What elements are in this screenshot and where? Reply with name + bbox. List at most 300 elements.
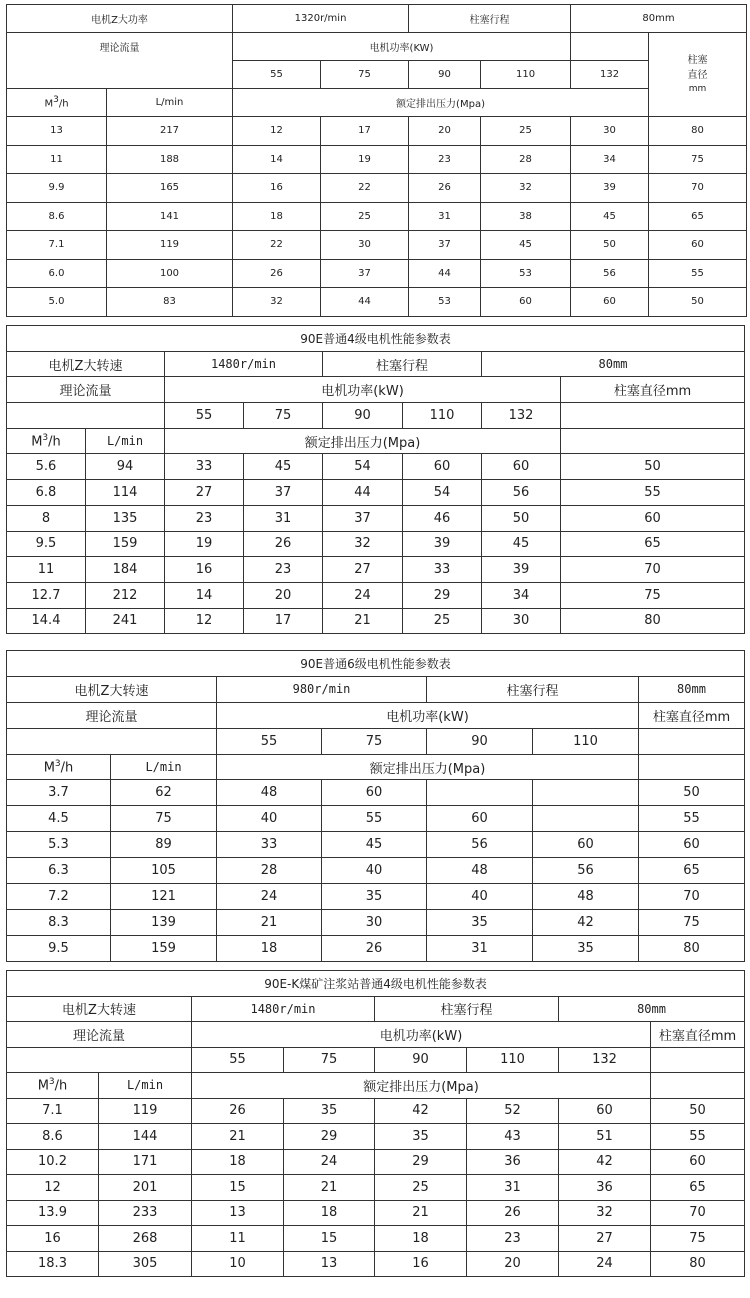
table-cell: 37: [323, 505, 403, 531]
table-cell: 48: [533, 884, 639, 910]
table-cell: 70: [561, 557, 745, 583]
table-cell: 16: [7, 1226, 99, 1252]
table-cell: 60: [482, 454, 561, 480]
table-cell: 50: [482, 505, 561, 531]
stroke-label: 柱塞行程: [323, 351, 482, 377]
table-cell: 60: [649, 231, 747, 260]
power-value: 55: [217, 728, 322, 754]
plunger-label-line: 直径: [687, 69, 708, 81]
max-power-label: 电机Z大功率: [7, 5, 233, 33]
table-cell: 44: [323, 480, 403, 506]
table-cell: 188: [107, 145, 233, 174]
stroke-value: 80mm: [482, 351, 745, 377]
table-cell: 20: [409, 117, 481, 146]
table-cell: 50: [649, 288, 747, 317]
unit-lmin: L/min: [107, 89, 233, 117]
table-row: [7, 1124, 745, 1150]
table-cell: 15: [284, 1226, 375, 1252]
table-cell: 212: [86, 582, 165, 608]
pump-spec-table-4: [6, 970, 745, 1277]
table-cell: 75: [639, 909, 745, 935]
table-cell: 10.2: [7, 1149, 99, 1175]
table-cell: 55: [649, 259, 747, 288]
table-cell: 305: [99, 1251, 192, 1277]
table-cell: 70: [639, 884, 745, 910]
table-cell: 48: [217, 780, 322, 806]
plunger-label-line: mm: [688, 83, 707, 94]
table-cell: 19: [165, 531, 244, 557]
table-cell: 70: [651, 1200, 745, 1226]
flow-label: 理论流量: [7, 702, 217, 728]
table-cell: 159: [111, 935, 217, 961]
table-cell: 35: [375, 1124, 467, 1150]
table-cell: 60: [561, 505, 745, 531]
table-cell: 35: [322, 884, 427, 910]
table-cell: 45: [481, 231, 571, 260]
table-cell: 159: [86, 531, 165, 557]
table-cell: 32: [323, 531, 403, 557]
table-cell: 65: [561, 531, 745, 557]
plunger-diameter-label: [649, 33, 747, 117]
table-cell: 119: [99, 1098, 192, 1124]
title-row: [7, 651, 745, 677]
header-row-power: [7, 1022, 745, 1048]
table-cell: 38: [481, 202, 571, 231]
table-cell: 31: [409, 202, 481, 231]
empty-cell: [7, 1047, 192, 1073]
table-cell: 16: [233, 174, 321, 203]
power-value: 55: [192, 1047, 284, 1073]
table-cell: 18: [284, 1200, 375, 1226]
table-cell: 6.3: [7, 858, 111, 884]
table-cell: 37: [321, 259, 409, 288]
table-cell: 11: [7, 145, 107, 174]
table-row: [7, 1226, 745, 1252]
table-cell: 31: [427, 935, 533, 961]
unit-lmin: L/min: [86, 428, 165, 454]
table-cell: 21: [217, 909, 322, 935]
table-cell: 29: [375, 1149, 467, 1175]
table-cell: 35: [533, 935, 639, 961]
pressure-label: 额定排出压力(Mpa): [217, 754, 639, 780]
header-row-power: [7, 33, 747, 61]
table-cell: 9.9: [7, 174, 107, 203]
table-cell: 44: [321, 288, 409, 317]
header-row-units: [7, 1073, 745, 1099]
table-cell: 34: [482, 582, 561, 608]
table-cell: 32: [233, 288, 321, 317]
table-row: [7, 582, 745, 608]
stroke-value: 80mm: [639, 676, 745, 702]
table-cell: 31: [244, 505, 323, 531]
table-cell: 42: [533, 909, 639, 935]
power-value: 55: [165, 403, 244, 429]
table-cell: 13: [7, 117, 107, 146]
table-cell: 14: [233, 145, 321, 174]
table-cell: 135: [86, 505, 165, 531]
empty-cell: [571, 33, 649, 61]
table-cell: 14: [165, 582, 244, 608]
max-speed-label: 电机Z大转速: [7, 351, 165, 377]
table-cell: 33: [217, 832, 322, 858]
table-cell: 5.3: [7, 832, 111, 858]
table-cell: 14.4: [7, 608, 86, 634]
table-cell: 31: [467, 1175, 559, 1201]
stroke-label: 柱塞行程: [375, 996, 559, 1022]
table-cell: 217: [107, 117, 233, 146]
table-cell: 65: [651, 1175, 745, 1201]
plunger-label-line: 柱塞: [687, 54, 708, 66]
table-cell: 32: [559, 1200, 651, 1226]
table-cell: 60: [481, 288, 571, 317]
table-cell: 13.9: [7, 1200, 99, 1226]
table-cell: 21: [192, 1124, 284, 1150]
table-cell: 80: [639, 935, 745, 961]
header-row-power: [7, 377, 745, 403]
speed-value: 1480r/min: [165, 351, 323, 377]
table-cell: 40: [322, 858, 427, 884]
table-cell: 32: [481, 174, 571, 203]
table-cell: 23: [409, 145, 481, 174]
table-cell: 45: [482, 531, 561, 557]
header-row-speed: [7, 676, 745, 702]
table-cell: 33: [403, 557, 482, 583]
table-cell: 23: [244, 557, 323, 583]
table-cell: 15: [192, 1175, 284, 1201]
table-cell: 35: [284, 1098, 375, 1124]
table-cell: 27: [559, 1226, 651, 1252]
unit-m3h: $M^3/h$: [7, 754, 111, 780]
table-cell: 26: [244, 531, 323, 557]
empty-cell: [561, 428, 745, 454]
pressure-label: 额定排出压力(Mpa): [165, 428, 561, 454]
table-row: [7, 202, 747, 231]
table-cell: 40: [427, 884, 533, 910]
table-cell: 60: [403, 454, 482, 480]
table-cell: 29: [284, 1124, 375, 1150]
table-cell: 171: [99, 1149, 192, 1175]
table-cell: 16: [375, 1251, 467, 1277]
table-cell: 18.3: [7, 1251, 99, 1277]
power-value: 132: [482, 403, 561, 429]
header-row-speed: [7, 351, 745, 377]
table-cell: 42: [375, 1098, 467, 1124]
table-cell: 30: [321, 231, 409, 260]
table-cell: 233: [99, 1200, 192, 1226]
table-cell: 25: [481, 117, 571, 146]
table-title: 90E普通6级电机性能参数表: [7, 651, 745, 677]
table-cell: 12: [165, 608, 244, 634]
table-cell: 100: [107, 259, 233, 288]
power-label: 电机功率(kW): [217, 702, 639, 728]
table-row: [7, 806, 745, 832]
table-cell: 20: [467, 1251, 559, 1277]
table-cell: 65: [649, 202, 747, 231]
table-cell: 16: [165, 557, 244, 583]
table-row: [7, 832, 745, 858]
table-cell: [533, 806, 639, 832]
table-cell: 10: [192, 1251, 284, 1277]
table-cell: 23: [467, 1226, 559, 1252]
table-row: [7, 259, 747, 288]
power-value: 132: [559, 1047, 651, 1073]
table-title: 90E-K煤矿注浆站普通4级电机性能参数表: [7, 971, 745, 997]
table-cell: 13: [284, 1251, 375, 1277]
power-value: 90: [409, 61, 481, 89]
power-value: 75: [284, 1047, 375, 1073]
table-cell: 51: [559, 1124, 651, 1150]
empty-cell: [7, 403, 165, 429]
table-cell: 55: [322, 806, 427, 832]
table-cell: 11: [192, 1226, 284, 1252]
speed-value: 1320r/min: [233, 5, 409, 33]
power-value: 110: [467, 1047, 559, 1073]
table-cell: 54: [323, 454, 403, 480]
table-cell: 26: [409, 174, 481, 203]
table-cell: 60: [322, 780, 427, 806]
table-cell: 30: [571, 117, 649, 146]
power-value: 75: [244, 403, 323, 429]
power-value: 55: [233, 61, 321, 89]
pressure-label: 额定排出压力(Mpa): [233, 89, 649, 117]
table-cell: 60: [639, 832, 745, 858]
unit-m3h: $M^3/h$: [7, 1073, 99, 1099]
power-value: 132: [571, 61, 649, 89]
table-cell: 23: [165, 505, 244, 531]
pump-spec-table-1: [6, 4, 747, 317]
stroke-label: 柱塞行程: [427, 676, 639, 702]
table-cell: 18: [217, 935, 322, 961]
table-cell: 184: [86, 557, 165, 583]
table-row: [7, 909, 745, 935]
power-value: 75: [321, 61, 409, 89]
table-cell: 27: [323, 557, 403, 583]
table-cell: 75: [651, 1226, 745, 1252]
table-cell: 17: [321, 117, 409, 146]
table-cell: 28: [217, 858, 322, 884]
unit-lmin: L/min: [111, 754, 217, 780]
plunger-diameter-label: 柱塞直径mm: [651, 1022, 745, 1048]
table-row: [7, 505, 745, 531]
table-cell: 5.0: [7, 288, 107, 317]
power-value: 90: [427, 728, 533, 754]
power-value: 90: [323, 403, 403, 429]
table-cell: 20: [244, 582, 323, 608]
table-row: [7, 1175, 745, 1201]
table-cell: 18: [375, 1226, 467, 1252]
empty-cell: [639, 728, 745, 754]
table-row: [7, 858, 745, 884]
table-cell: 89: [111, 832, 217, 858]
table-cell: 139: [111, 909, 217, 935]
flow-label: 理论流量: [7, 377, 165, 403]
table-cell: 29: [403, 582, 482, 608]
table-cell: 83: [107, 288, 233, 317]
table-cell: 60: [651, 1149, 745, 1175]
table-cell: 80: [561, 608, 745, 634]
header-row-units: [7, 754, 745, 780]
table-cell: 37: [244, 480, 323, 506]
header-row-power-values: [7, 728, 745, 754]
table-cell: 46: [403, 505, 482, 531]
stroke-label: 柱塞行程: [409, 5, 571, 33]
table-cell: 25: [403, 608, 482, 634]
table-cell: 55: [651, 1124, 745, 1150]
table-cell: 60: [571, 288, 649, 317]
pump-spec-table-2: [6, 325, 745, 634]
table-cell: 165: [107, 174, 233, 203]
header-row-speed: [7, 5, 747, 33]
power-value: 110: [403, 403, 482, 429]
table-cell: 37: [409, 231, 481, 260]
table-cell: 42: [559, 1149, 651, 1175]
header-row-power-values: [7, 1047, 745, 1073]
table-cell: 34: [571, 145, 649, 174]
table-cell: 54: [403, 480, 482, 506]
table-cell: 26: [467, 1200, 559, 1226]
table-row: [7, 174, 747, 203]
table-cell: 8.3: [7, 909, 111, 935]
table-cell: 6.8: [7, 480, 86, 506]
table-cell: 53: [481, 259, 571, 288]
table-cell: 40: [217, 806, 322, 832]
table-cell: [533, 780, 639, 806]
table-cell: 53: [409, 288, 481, 317]
table-cell: 24: [217, 884, 322, 910]
table-row: [7, 231, 747, 260]
table-cell: 3.7: [7, 780, 111, 806]
empty-cell: [651, 1047, 745, 1073]
unit-m3h: $M^3/h$: [7, 428, 86, 454]
table-cell: 121: [111, 884, 217, 910]
table-cell: 75: [561, 582, 745, 608]
table-cell: 56: [482, 480, 561, 506]
empty-cell: [651, 1073, 745, 1099]
table-cell: 60: [533, 832, 639, 858]
table-cell: 268: [99, 1226, 192, 1252]
table-cell: 62: [111, 780, 217, 806]
table-cell: 241: [86, 608, 165, 634]
table-cell: 21: [323, 608, 403, 634]
table-row: [7, 480, 745, 506]
table-cell: 17: [244, 608, 323, 634]
table-title: 90E普通4级电机性能参数表: [7, 326, 745, 352]
table-cell: 26: [322, 935, 427, 961]
plunger-diameter-label: 柱塞直径mm: [639, 702, 745, 728]
header-row-units: [7, 428, 745, 454]
table-row: [7, 1149, 745, 1175]
flow-label: 理论流量: [7, 1022, 192, 1048]
table-cell: 55: [561, 480, 745, 506]
table-cell: 7.1: [7, 231, 107, 260]
power-label: 电机功率(KW): [233, 33, 571, 61]
title-row: [7, 326, 745, 352]
table-body: [7, 780, 745, 961]
table-cell: 105: [111, 858, 217, 884]
pump-spec-table-3: [6, 650, 745, 962]
power-value: 110: [481, 61, 571, 89]
table-cell: 114: [86, 480, 165, 506]
table-row: [7, 145, 747, 174]
table-row: [7, 1098, 745, 1124]
table-cell: 22: [233, 231, 321, 260]
table-cell: 12: [233, 117, 321, 146]
table-body: [7, 454, 745, 634]
stroke-value: 80mm: [571, 5, 747, 33]
table-cell: 18: [192, 1149, 284, 1175]
table-cell: 21: [375, 1200, 467, 1226]
table-cell: 7.1: [7, 1098, 99, 1124]
table-cell: 19: [321, 145, 409, 174]
table-row: [7, 608, 745, 634]
table-row: [7, 1200, 745, 1226]
power-label: 电机功率(kW): [165, 377, 561, 403]
table-cell: 30: [322, 909, 427, 935]
table-cell: 39: [571, 174, 649, 203]
header-row-units: [7, 89, 747, 117]
power-label: 电机功率(kW): [192, 1022, 651, 1048]
table-cell: 65: [639, 858, 745, 884]
table-cell: 9.5: [7, 935, 111, 961]
table-cell: 45: [244, 454, 323, 480]
empty-cell: [7, 728, 217, 754]
table-cell: 56: [533, 858, 639, 884]
table-body: [7, 117, 747, 317]
table-cell: 201: [99, 1175, 192, 1201]
table-cell: 119: [107, 231, 233, 260]
table-cell: 13: [192, 1200, 284, 1226]
table-cell: 25: [321, 202, 409, 231]
table-cell: 4.5: [7, 806, 111, 832]
pressure-label: 额定排出压力(Mpa): [192, 1073, 651, 1099]
power-value: 75: [322, 728, 427, 754]
table-row: [7, 884, 745, 910]
table-cell: 50: [651, 1098, 745, 1124]
table-row: [7, 935, 745, 961]
speed-value: 1480r/min: [192, 996, 375, 1022]
table-cell: 21: [284, 1175, 375, 1201]
table-row: [7, 531, 745, 557]
table-cell: 60: [559, 1098, 651, 1124]
table-cell: 25: [375, 1175, 467, 1201]
table-cell: 144: [99, 1124, 192, 1150]
empty-cell: [561, 403, 745, 429]
table-cell: 5.6: [7, 454, 86, 480]
table-cell: 27: [165, 480, 244, 506]
table-cell: 24: [559, 1251, 651, 1277]
table-cell: 50: [561, 454, 745, 480]
plunger-diameter-label: 柱塞直径mm: [561, 377, 745, 403]
table-cell: 9.5: [7, 531, 86, 557]
table-cell: 12.7: [7, 582, 86, 608]
table-cell: 60: [427, 806, 533, 832]
table-cell: 43: [467, 1124, 559, 1150]
header-row-power: [7, 702, 745, 728]
unit-m3h: $M^3/h$: [7, 89, 107, 117]
table-cell: 50: [571, 231, 649, 260]
table-cell: 75: [649, 145, 747, 174]
table-body: [7, 1098, 745, 1277]
table-cell: 12: [7, 1175, 99, 1201]
empty-cell: [639, 754, 745, 780]
table-row: [7, 1251, 745, 1277]
table-cell: 55: [639, 806, 745, 832]
table-cell: 39: [482, 557, 561, 583]
table-cell: 45: [322, 832, 427, 858]
table-cell: 6.0: [7, 259, 107, 288]
stroke-value: 80mm: [559, 996, 745, 1022]
table-cell: 22: [321, 174, 409, 203]
